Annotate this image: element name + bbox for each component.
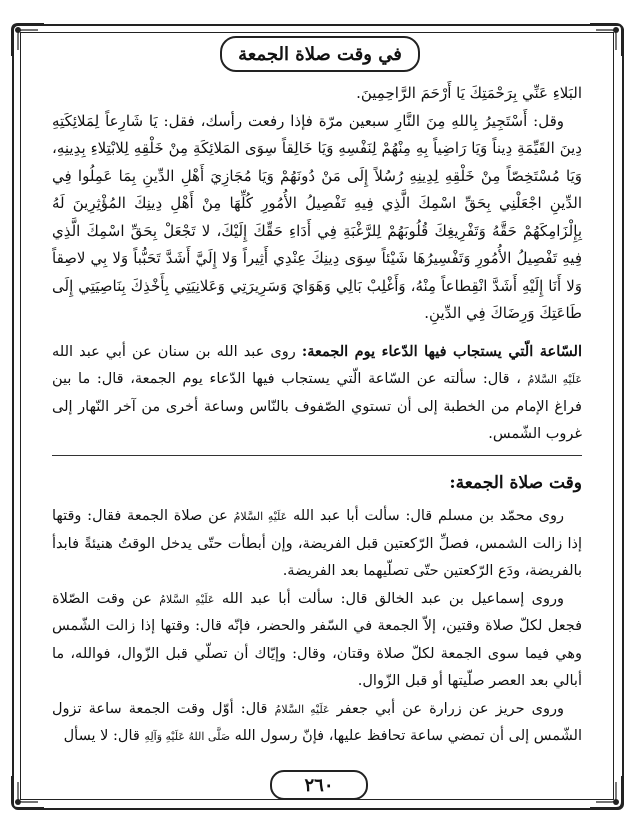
hour-of-answer-rest: ، قال: سألته عن السّاعة الّتي يستجاب فيها الدّعاء يوم الجمعة، قال: ما بين فراغ الإمام من الخطبة إلى أن تستوي الصّفوف بالنّاس وساعة أخرى من آخر النّهار إلى غروب الشّمس. xyxy=(52,371,582,442)
hadith-3-part-b: قال: أوّل وقت الجمعة ساعة تزول الشّمس إلى أن تمضي ساعة تحافظ عليها، فإنّ رسول الله xyxy=(52,700,582,744)
page-body xyxy=(52,80,582,760)
salutation-mark: عَلَيْهِ السَّلامُ xyxy=(233,510,288,523)
hadith-2-part-b: عن وقت الصّلاة فجعل لكلّ صلاة وقتين، إلاّ الجمعة في السّفر والحضر، فإنّه قال: وقتها إذا زالت الشّمس وهي فيما سوى الجمعة لكلّ صلاة وقتان، وقال: وإيّاك أن تصلّي قبل الزّوال، فوالله، ما أبالي بعد العصر صلّيتها أو قبل الزّوال. xyxy=(52,590,582,689)
hadith-paragraph-1 xyxy=(52,503,582,586)
corner-ornament-top-right xyxy=(586,20,626,60)
corner-ornament-bottom-right xyxy=(586,772,626,812)
salutation-mark: عَلَيْهِ السَّلامُ xyxy=(527,373,583,386)
hadith-2-part-a: وروى إسماعيل بن عبد الخالق قال: سألت أبا عبد الله xyxy=(221,590,564,607)
supplication-paragraph: وقل: أَسْتَجِيرُ بِاللهِ مِنَ النَّارِ سبعين مرّة فإذا رفعت رأسك، فقل: يَا شَارِعاً لِمَلائِكَتِهِ دِينَ القَيِّمَةِ دِيناً وَيَا رَاضِياً بِهِ مِنْهُمْ لِنَفْسِهِ وَيَا خَالِقاً سِوَى المَلائِكَةِ مِنْ خَلْقِهِ لِلابْتِلاءِ بِدِينِهِ، وَيَا مُسْتَخِصّاً مِنْ خَلْقِهِ لِدِينِهِ رُسُلاً إِلَى مَنْ دُونَهُمْ وَيَا مُجَازِيَ أَهْلِ الدِّينِ بِمَا عَمِلُوا فِي الدِّينِ اجْعَلْنِي بِحَقِّ اسْمِكَ الَّذِي فِيهِ تَفْصِيلُ الأُمُورِ كُلِّهَا مِنْ أَهْلِ دِينِكَ المُؤْثِرِينَ لَهُ بِإِلْزَامِكَهُمْ حَقَّهُ وَتَفْرِيغِكَ قُلُوبَهُمْ لِلرَّغْبَةِ فِي أَدَاءِ حَقِّكَ إِلَيْكَ، لا تَجْعَلْ بِحَقِّ اسْمِكَ الَّذِي فِيهِ تَفْصِيلُ الأُمُورِ وَتَفْسِيرُهَا شَيْئاً سِوَى دِينِكَ عِنْدِي أَثِيراً وَلا إِلَيَّ أَشَدَّ تَحَبُّباً وَلا بِي لاصِقاً وَلا أَنَا إِلَيْهِ أَشَدَّ انْقِطاعاً مِنْهُ، وَأَغْلِبْ بَالِي وَهَوَايَ وَسَرِيرَتِي وَعَلانِيَتِي بِأَخْذِكَ بِنَاصِيَتِي إِلَى طَاعَتِكَ وَرِضَاكَ فِي الدِّينِ. xyxy=(52,111,582,322)
hadith-paragraph-3 xyxy=(52,696,582,751)
hour-of-answer-paragraph xyxy=(52,338,582,449)
prophet-salutation-mark: صَلَّى اللهُ عَلَيْهِ وَآلِهِ xyxy=(144,730,231,743)
supplication-line: البَلاءِ عَنِّي بِرَحْمَتِكَ يَا أَرْحَمَ الرَّاحِمِينَ. xyxy=(356,84,582,102)
salutation-mark: عَلَيْهِ السَّلامُ xyxy=(159,592,215,606)
hadith-paragraph-2 xyxy=(52,586,582,696)
page-number: ٢٦٠ xyxy=(270,770,368,800)
salutation-mark: عَلَيْهِ السَّلامُ xyxy=(274,702,330,716)
corner-ornament-bottom-left xyxy=(8,772,48,812)
hadith-1-part-b: عن صلاة الجمعة فقال: وقتها إذا زالت الشمس، فصلِّ الرّكعتين قبل الفريضة، وإن أبطأت حتّى يدخل الوقتُ هنيئةً فابدأ بالفريضة، ودَع الرّكعتين حتّى تصلّيهما بعد الفريضة. xyxy=(52,508,582,579)
hadith-3-part-a: وروى حريز عن زرارة عن أبي جعفر xyxy=(336,700,565,717)
hadith-3-part-c: قال: لا يسأل xyxy=(63,728,140,744)
page-title: في وقت صلاة الجمعة xyxy=(220,36,420,72)
hour-of-answer-heading: السّاعة الّتي يستجاب فيها الدّعاء يوم الجمعة: xyxy=(301,342,582,360)
section-divider xyxy=(52,455,582,456)
hadith-1-part-a: روى محمّد بن مسلم قال: سألت أبا عبد الله xyxy=(293,508,565,524)
corner-ornament-top-left xyxy=(8,20,48,60)
hour-of-answer-text: روى عبد الله بن سنان عن أبي عبد الله xyxy=(52,343,296,360)
section-heading: وقت صلاة الجمعة: xyxy=(449,472,582,493)
